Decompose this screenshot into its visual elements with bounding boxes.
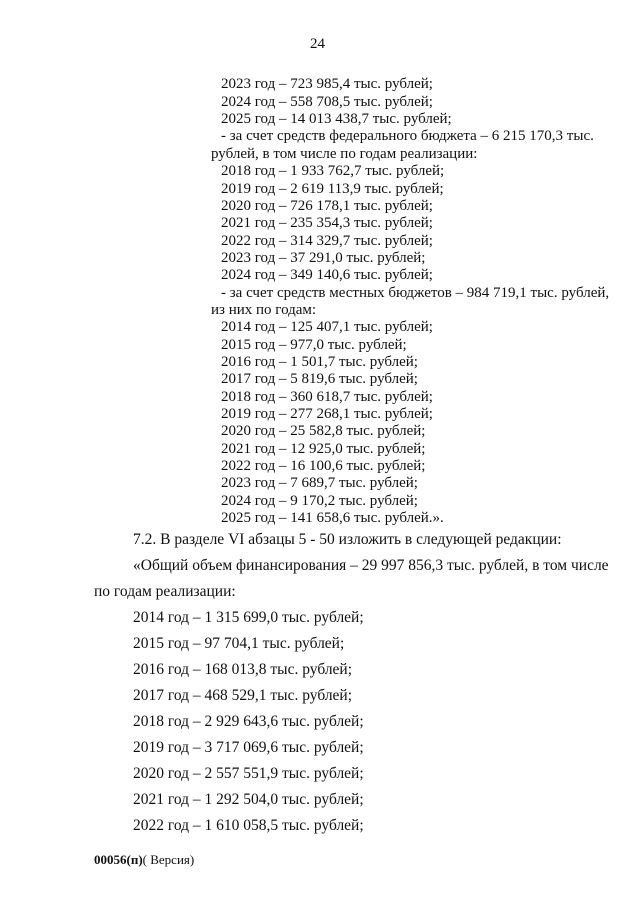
local-year-line: 2025 год – 141 658,6 тыс. рублей.». [221,510,444,526]
section-year-line: 2020 год – 2 557 551,9 тыс. рублей; [133,765,364,782]
local-year-line: 2024 год – 9 170,2 тыс. рублей; [221,493,418,509]
federal-year-line: 2023 год – 37 291,0 тыс. рублей; [221,250,426,266]
document-version: ( Версия) [142,852,195,867]
document-code: 00056(п) [94,852,143,867]
quote-line: «Общий объем финансирования – 29 997 856,3 тыс. рублей, в том числе [133,557,609,574]
federal-year-line: 2024 год – 349 140,6 тыс. рублей; [221,267,433,283]
page-number: 24 [310,36,325,52]
local-year-line: 2021 год – 12 925,0 тыс. рублей; [221,441,426,457]
federal-year-line: 2019 год – 2 619 113,9 тыс. рублей; [221,181,444,197]
local-year-line: 2015 год – 977,0 тыс. рублей; [221,337,407,353]
federal-year-line: 2021 год – 235 354,3 тыс. рублей; [221,215,433,231]
federal-budget-heading: - за счет средств федерального бюджета – 6 215 170,3 тыс. [221,128,594,144]
section-year-line: 2019 год – 3 717 069,6 тыс. рублей; [133,739,364,756]
federal-year-line: 2022 год – 314 329,7 тыс. рублей; [221,233,433,249]
quote-line-cont: по годам реализации: [94,583,236,600]
local-budget-heading: - за счет средств местных бюджетов – 984 719,1 тыс. рублей, [221,285,610,301]
local-year-line: 2023 год – 7 689,7 тыс. рублей; [221,475,418,491]
local-year-line: 2018 год – 360 618,7 тыс. рублей; [221,389,433,405]
section-year-line: 2015 год – 97 704,1 тыс. рублей; [133,635,345,652]
section-year-line: 2017 год – 468 529,1 тыс. рублей; [133,687,353,704]
local-budget-heading-cont: из них по годам: [211,302,317,318]
federal-budget-heading-cont: рублей, в том числе по годам реализации: [211,146,478,162]
local-year-line: 2016 год – 1 501,7 тыс. рублей; [221,354,418,370]
section-year-line: 2016 год – 168 013,8 тыс. рублей; [133,661,353,678]
local-year-line: 2022 год – 16 100,6 тыс. рублей; [221,458,426,474]
section-year-line: 2018 год – 2 929 643,6 тыс. рублей; [133,713,364,730]
section-year-line: 2021 год – 1 292 504,0 тыс. рублей; [133,791,364,808]
local-year-line: 2017 год – 5 819,6 тыс. рублей; [221,371,418,387]
local-year-line: 2014 год – 125 407,1 тыс. рублей; [221,319,433,335]
budget-line: 2025 год – 14 013 438,7 тыс. рублей; [221,111,452,127]
section-heading: 7.2. В разделе VI абзацы 5 - 50 изложить в следующей редакции: [133,531,562,548]
federal-year-line: 2020 год – 726 178,1 тыс. рублей; [221,198,433,214]
budget-line: 2023 год – 723 985,4 тыс. рублей; [221,76,433,92]
budget-line: 2024 год – 558 708,5 тыс. рублей; [221,94,433,110]
local-year-line: 2020 год – 25 582,8 тыс. рублей; [221,423,426,439]
local-year-line: 2019 год – 277 268,1 тыс. рублей; [221,406,433,422]
footer [94,852,194,868]
section-year-line: 2022 год – 1 610 058,5 тыс. рублей; [133,817,364,834]
section-year-line: 2014 год – 1 315 699,0 тыс. рублей; [133,609,364,626]
federal-year-line: 2018 год – 1 933 762,7 тыс. рублей; [221,163,445,179]
